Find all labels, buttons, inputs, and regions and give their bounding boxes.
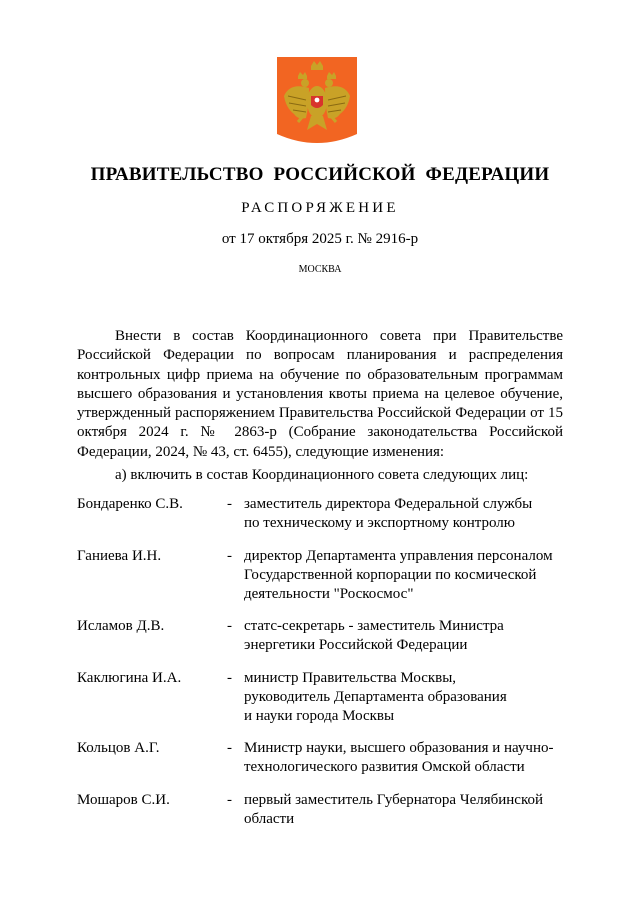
member-role: статс-секретарь - заместитель Министра энергетики Российской Федерации xyxy=(244,618,504,653)
member-name: Кольцов А.Г. xyxy=(77,740,160,756)
body-paragraph: Внести в состав Координационного совета при Правительстве Российской Федерации по вопросам планирования и распределения контрольных цифр приема на обучение по образовательным программам высшего образования и установления квоты приема на целевое обучение, утвержденный распоряжением Правительства Российской Федерации от 15 октября 2024 г. № 2863-р (Собрание законодательства Российской Федерации, 2024, № 43, ст. 6455), следующие изменения: xyxy=(77,328,563,460)
subitem-a: а) включить в состав Координационного совета следующих лиц: xyxy=(115,467,529,483)
member-role: первый заместитель Губернатора Челябинской области xyxy=(244,792,544,827)
document-city: МОСКВА xyxy=(298,264,342,275)
member-dash: - xyxy=(227,618,232,634)
member-role: Министр науки, высшего образования и научно- технологического развития Омской области xyxy=(244,740,554,775)
member-dash: - xyxy=(227,496,232,512)
member-dash: - xyxy=(227,740,232,756)
document-type: РАСПОРЯЖЕНИЕ xyxy=(241,200,399,216)
member-dash: - xyxy=(227,670,232,686)
member-dash: - xyxy=(227,548,232,564)
member-role: заместитель директора Федеральной службы по техническому и экспортному контролю xyxy=(244,496,533,531)
government-title: ПРАВИТЕЛЬСТВО РОССИЙСКОЙ ФЕДЕРАЦИИ xyxy=(90,164,550,185)
member-role: министр Правительства Москвы, руководитель Департамента образования и науки города Москвы xyxy=(244,670,507,724)
member-name: Исламов Д.В. xyxy=(77,618,165,634)
document-date-number: от 17 октября 2025 г. № 2916-р xyxy=(221,231,419,247)
member-name: Каклюгина И.А. xyxy=(77,670,182,686)
member-dash: - xyxy=(227,792,232,808)
member-name: Бондаренко С.В. xyxy=(77,496,183,512)
member-name: Мошаров С.И. xyxy=(77,792,170,808)
member-role: директор Департамента управления персоналом Государственной корпорации по космической деятельности "Роскосмос" xyxy=(244,548,553,602)
coat-of-arms-icon xyxy=(276,56,358,148)
member-name: Ганиева И.Н. xyxy=(77,548,162,564)
